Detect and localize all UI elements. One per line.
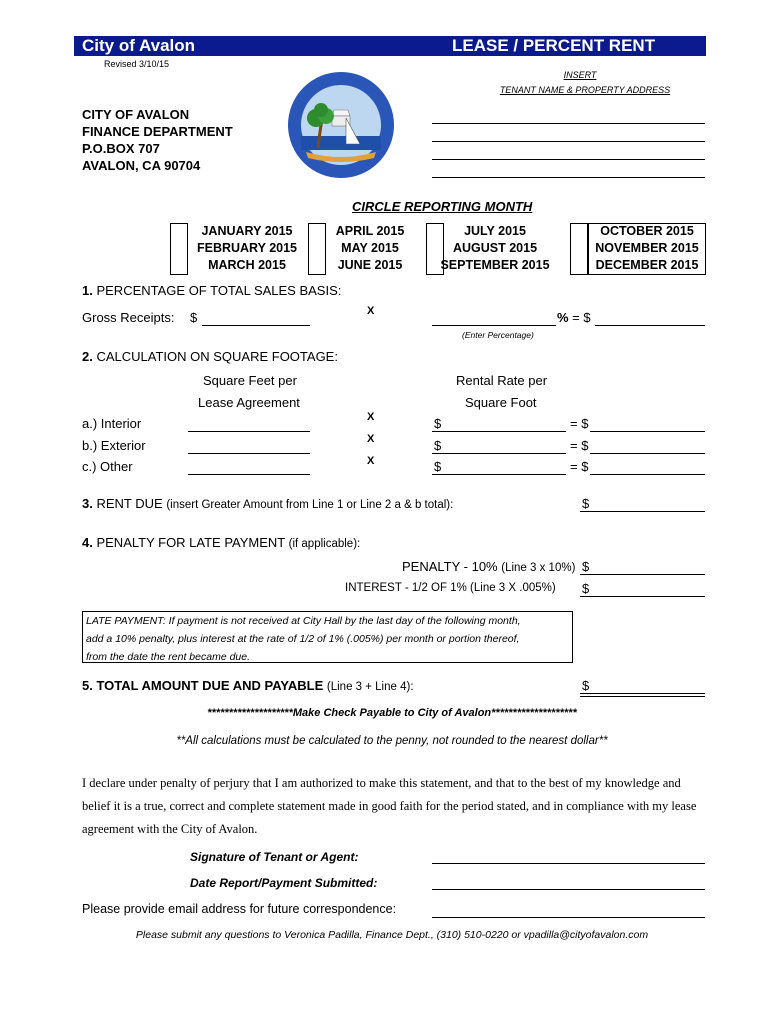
equals-dollar: = $: [570, 416, 589, 431]
gross-receipts-label: Gross Receipts:: [82, 310, 175, 325]
tenant-address-line-2[interactable]: [432, 159, 705, 160]
perjury-declaration: I declare under penalty of perjury that I am authorized to make this statement, and that to the best of my knowledge and belief it is a true, correct and complete statement made in good faith for the period stated, and in compliance with my lease agreement with the City of Avalon.: [82, 776, 697, 836]
exterior-rate-field[interactable]: [432, 453, 566, 454]
multiply-sign: X: [367, 305, 375, 317]
other-sqft-field[interactable]: [188, 474, 310, 475]
tenant-address-line-1[interactable]: [432, 141, 705, 142]
month-checkbox[interactable]: [308, 223, 326, 275]
row-other-label: c.) Other: [82, 459, 133, 474]
insert-instructions: [485, 70, 685, 95]
interest-dollar: $: [582, 581, 590, 596]
month-option[interactable]: SEPTEMBER 2015: [440, 258, 550, 272]
email-label: Please provide email address for future correspondence:: [82, 902, 397, 916]
month-option[interactable]: APRIL 2015: [335, 224, 405, 238]
section-1-heading: 1. PERCENTAGE OF TOTAL SALES BASIS:: [82, 283, 342, 298]
interior-rate-field[interactable]: [432, 431, 566, 432]
insert-sublabel: TENANT NAME & PROPERTY ADDRESS: [499, 85, 671, 95]
late-payment-line: from the date the rent became due.: [86, 651, 251, 663]
penalty-label: PENALTY - 10% (Line 3 x 10%): [402, 559, 576, 574]
month-option[interactable]: FEBRUARY 2015: [196, 241, 298, 255]
multiply-sign: X: [367, 411, 375, 423]
dollar-sign: $: [434, 459, 442, 474]
month-option[interactable]: JULY 2015: [464, 224, 526, 238]
gross-receipts-field[interactable]: [202, 325, 310, 326]
exterior-total-field[interactable]: [590, 453, 705, 454]
late-payment-line: add a 10% penalty, plus interest at the rate of 1/2 of 1% (.005%) per month or portion thereof,: [86, 633, 520, 645]
interest-field[interactable]: [580, 596, 705, 597]
questions-footer: Please submit any questions to Veronica Padilla, Finance Dept., (310) 510-0220 or vpadilla@cityofavalon.com: [135, 929, 649, 941]
date-field[interactable]: [432, 889, 705, 890]
penalty-field[interactable]: [580, 574, 705, 575]
section-2-heading: 2. CALCULATION ON SQUARE FOOTAGE:: [82, 349, 338, 364]
penalty-dollar: $: [582, 559, 590, 574]
section-3-heading: 3. RENT DUE (insert Greater Amount from Line 1 or Line 2 a & b total):: [82, 496, 454, 511]
percent-equals-label: % = $: [557, 310, 591, 325]
date-label: Date Report/Payment Submitted:: [190, 876, 378, 890]
equals-dollar: = $: [570, 438, 589, 453]
dollar-sign: $: [434, 416, 442, 431]
exterior-sqft-field[interactable]: [188, 453, 310, 454]
percentage-result-field[interactable]: [595, 325, 705, 326]
month-option[interactable]: AUGUST 2015: [452, 241, 538, 255]
tenant-address-line-3[interactable]: [432, 177, 705, 178]
row-exterior-label: b.) Exterior: [82, 438, 146, 453]
circle-month-title: CIRCLE REPORTING MONTH: [352, 199, 533, 214]
department-address: [82, 106, 233, 174]
multiply-sign: X: [367, 433, 375, 445]
make-check-payable-note: ********************Make Check Payable to City of Avalon********************: [207, 707, 577, 719]
total-due-double-underline: [580, 696, 705, 697]
signature-field[interactable]: [432, 863, 705, 864]
reporting-month-grid: [170, 223, 706, 275]
month-option[interactable]: NOVEMBER 2015: [595, 241, 699, 255]
address-line: AVALON, CA 90704: [82, 158, 201, 173]
rate-header-2: Square Foot: [465, 395, 537, 410]
month-option[interactable]: MARCH 2015: [208, 258, 286, 272]
address-line: FINANCE DEPARTMENT: [82, 124, 233, 139]
month-checkbox[interactable]: [570, 223, 588, 275]
section-5-heading: 5. TOTAL AMOUNT DUE AND PAYABLE (Line 3 + Line 4):: [82, 678, 414, 693]
section-4-heading: 4. PENALTY FOR LATE PAYMENT (if applicable):: [82, 535, 361, 550]
interest-label: INTEREST - 1/2 OF 1% (Line 3 X .005%): [345, 582, 556, 594]
sqft-header-2: Lease Agreement: [198, 395, 300, 410]
total-due-field[interactable]: [580, 693, 705, 694]
header-form-title: LEASE / PERCENT RENT: [452, 36, 656, 55]
calculation-note: **All calculations must be calculated to the penny, not rounded to the nearest dollar**: [176, 735, 608, 747]
late-payment-line: LATE PAYMENT: If payment is not received at City Hall by the last day of the following month,: [86, 615, 521, 627]
email-field[interactable]: [432, 917, 705, 918]
month-checkbox[interactable]: [170, 223, 188, 275]
address-line: CITY OF AVALON: [82, 107, 190, 122]
row-interior-label: a.) Interior: [82, 416, 142, 431]
rate-header-1: Rental Rate per: [456, 373, 548, 388]
total-dollar: $: [582, 678, 590, 693]
month-option[interactable]: JANUARY 2015: [201, 224, 293, 238]
gross-dollar-sign: $: [190, 310, 198, 325]
rent-due-dollar: $: [582, 496, 590, 511]
header-city-title: City of Avalon: [82, 36, 196, 55]
dollar-sign: $: [434, 438, 442, 453]
month-option[interactable]: MAY 2015: [341, 241, 399, 255]
interior-total-field[interactable]: [590, 431, 705, 432]
rent-due-field[interactable]: [580, 511, 705, 512]
month-option[interactable]: DECEMBER 2015: [595, 258, 699, 272]
late-payment-notice: [82, 611, 573, 663]
month-option[interactable]: OCTOBER 2015: [600, 224, 694, 238]
other-total-field[interactable]: [590, 474, 705, 475]
month-option[interactable]: JUNE 2015: [337, 258, 403, 272]
revised-date: Revised 3/10/15: [104, 59, 170, 69]
other-rate-field[interactable]: [432, 474, 566, 475]
city-seal-logo: [286, 70, 396, 180]
tenant-name-line[interactable]: [432, 123, 705, 124]
sqft-header-1: Square Feet per: [203, 373, 297, 388]
enter-percentage-hint: (Enter Percentage): [462, 330, 534, 340]
address-line: P.O.BOX 707: [82, 141, 160, 156]
equals-dollar: = $: [570, 459, 589, 474]
insert-label: INSERT: [563, 70, 597, 80]
signature-label: Signature of Tenant or Agent:: [190, 850, 359, 864]
multiply-sign: X: [367, 455, 375, 467]
interior-sqft-field[interactable]: [188, 431, 310, 432]
percentage-field[interactable]: [432, 325, 556, 326]
